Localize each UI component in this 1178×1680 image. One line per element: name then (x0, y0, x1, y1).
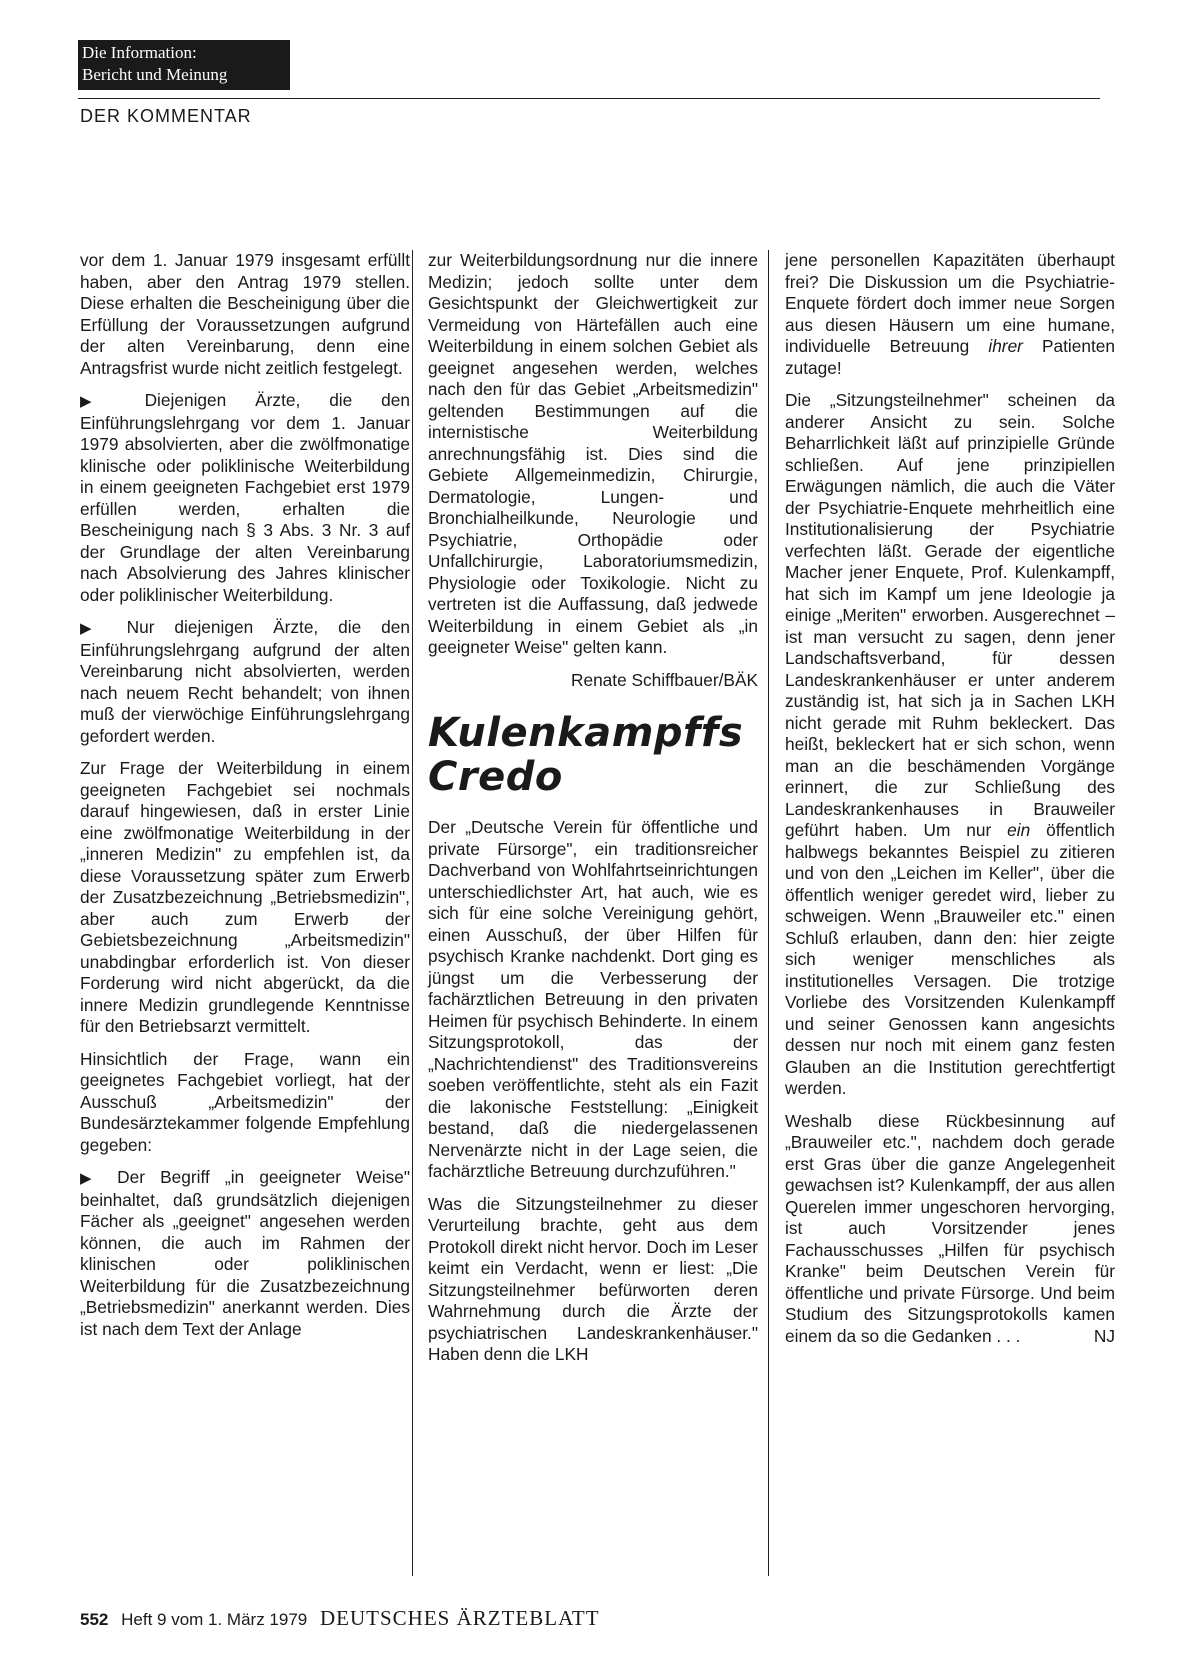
paragraph: ▶ Der Begriff „in geeigneter Weise" beinhaltet, daß grundsätzlich diejenigen Fächer als „geeignet" angesehen werden können, die auch im Rahmen der klinischen oder poliklinischen Weiterbildung für die Zusatzbezeichnung „Betriebsmedizin" anerkannt werden. Dies ist nach dem Text der Anlage (80, 1167, 410, 1339)
page-number: 552 (80, 1610, 109, 1629)
page-footer (80, 1606, 600, 1631)
paragraph: Weshalb diese Rückbesinnung auf „Brauweiler etc.", nachdem doch gerade erst Gras über die ganze Angelegenheit gewachsen ist? Kulenkampff, der aus allen Querelen immer ungeschoren hervorging, ist auch Vorsitzender jenes Fachausschusses „Hilfen für psychisch Kranke" beim Deutschen Verein für öffentliche und private Fürsorge. Und beim Studium des Sitzungsprotokolls kamen einem da so die Gedanken . . . NJ (785, 1110, 1115, 1346)
column-3 (785, 250, 1115, 1358)
column-divider-1 (412, 250, 413, 1576)
header-line-2: Bericht und Meinung (82, 65, 228, 84)
section-header-box (78, 40, 290, 90)
column-divider-2 (768, 250, 769, 1576)
paragraph: Zur Frage der Weiterbildung in einem geeigneten Fachgebiet sei nochmals darauf hingewiesen, daß in erster Linie eine zwölfmonatige Weiterbildung in der „inneren Medizin" zu empfehlen ist, da diese Voraussetzung später zum Erwerb der Zusatzbezeichnung „Betriebsmedizin", aber auch zum Erwerb der Gebietsbezeichnung „Arbeitsmedizin" unabdingbar erforderlich ist. Von dieser Forderung wird nicht abgerückt, da die innere Medizin grundlegende Kenntnisse für den Betriebsarzt vermittelt. (80, 758, 410, 1036)
paragraph: zur Weiterbildungsordnung nur die innere Medizin; jedoch sollte unter dem Gesichtspunkt der Gleichwertigkeit zur Vermeidung von Härtefällen auch eine Weiterbildung in einem solchen Gebiet als geeignet angesehen werden, welches nach den für das Gebiet „Arbeitsmedizin" geltenden Bestimmungen auf die internistische Weiterbildung anrechnungsfähig ist. Dies sind die Gebiete Allgemeinmedizin, Chirurgie, Dermatologie, Lungen- und Bronchialheilkunde, Neurologie und Psychiatrie, Orthopädie oder Unfallchirurgie, Laboratoriumsmedizin, Physiologie oder Toxikologie. Nicht zu vertreten ist die Auffassung, daß jedwede Weiterbildung in einem Gebiet als „in geeigneter Weise" gelten kann. (428, 250, 758, 657)
paragraph: ▶ Diejenigen Ärzte, die den Einführungslehrgang vor dem 1. Januar 1979 absolvierten, aber die zwölfmonatige klinische oder poliklinische Weiterbildung in einem geeigneten Fachgebiet erst 1979 erfüllen werden, erhalten die Bescheinigung nach § 3 Abs. 3 Nr. 3 auf der Grundlage der alten Vereinbarung nach Absolvierung des Jahres klinischer oder poliklinischer Weiterbildung. (80, 390, 410, 605)
publication-name: DEUTSCHES ÄRZTEBLATT (319, 1606, 600, 1630)
author-initials: NJ (1093, 1325, 1115, 1346)
section-label: DER KOMMENTAR (80, 106, 252, 126)
paragraph: jene personellen Kapazitäten überhaupt frei? Die Diskussion um die Psychiatrie-Enquete fördert doch immer neue Sorgen aus diesen Häusern um eine humane, individuelle Betreuung ihrer Patienten zutage! (785, 250, 1116, 378)
header-line-1: Die Information: (82, 43, 197, 62)
paragraph: Was die Sitzungsteilnehmer zu dieser Verurteilung brachte, geht aus dem Protokoll direkt nicht hervor. Doch im Leser keimt ein Verdacht, wenn er liest: „Die Sitzungsteilnehmer befürworten deren Wahrnehmung durch die Ärzte der psychiatrischen Landeskrankenhäuser." Haben denn die LKH (428, 1193, 758, 1364)
column-2 (428, 250, 758, 1377)
article-headline: Kulenkampffs Credo (428, 710, 744, 800)
paragraph: ▶ Nur diejenigen Ärzte, die den Einführungslehrgang aufgrund der alten Vereinbarung nicht absolvierten, werden nach neuem Recht behandelt; von ihnen muß der vierwöchige Einführungslehrgang gefordert werden. (80, 617, 410, 746)
author-signature: Renate Schiffbauer/BÄK (570, 669, 758, 690)
triangle-bullet-icon: ▶ (80, 1170, 102, 1187)
column-1 (80, 250, 410, 1351)
triangle-bullet-icon: ▶ (80, 393, 116, 410)
paragraph: vor dem 1. Januar 1979 insgesamt erfüllt haben, aber den Antrag 1979 stellen. Diese erhalten die Bescheinigung über die Erfüllung der Voraussetzungen aufgrund der alten Vereinbarung, denn eine Antragsfrist wurde nicht zeitlich festgelegt. (80, 250, 410, 378)
paragraph: Der „Deutsche Verein für öffentliche und private Fürsorge", ein traditionsreicher Dachverband von Wohlfahrtseinrichtungen unterschiedlichster Art, hat auch, wie es sich für eine solche Vereinigung gehört, einen Ausschuß, der über Hilfen für psychisch Kranke nachdenkt. Dort ging es jüngst um die Verbesserung der fachärztlichen Betreuung in den privaten Heimen für psychisch Behinderte. In einem Sitzungsprotokoll, das der „Nachrichtendienst" des Traditionsvereins soeben veröffentlichte, steht als ein Fazit die lakonische Feststellung: „Einigkeit bestand, daß die niedergelassenen Nervenärzte nicht in der Lage seien, die fachärztliche Betreuung durchzuführen." (428, 817, 758, 1181)
issue-info: Heft 9 vom 1. März 1979 (121, 1610, 308, 1629)
paragraph: Hinsichtlich der Frage, wann ein geeignetes Fachgebiet vorliegt, hat der Ausschuß „Arbeitsmedizin" der Bundesärztekammer folgende Empfehlung gegeben: (80, 1048, 410, 1155)
header-divider (78, 98, 1100, 99)
paragraph: Die „Sitzungsteilnehmer" scheinen da anderer Ansicht zu sein. Solche Beharrlichkeit läßt auf prinzipielle Gründe schließen. Auf jene prinzipiellen Erwägungen nämlich, die auch die Väter der Psychiatrie-Enquete mehrheitlich eine Institutionalisierung der Psychiatrie verfechten läßt. Gerade der eigentliche Macher jener Enquete, Prof. Kulenkampff, hat sich im Kampf um jene Ideologie ja einige „Meriten" erworben. Ausgerechnet – ist man versucht zu sagen, denn jener Landschaftsverband, für dessen Landeskrankenhäuser er unter anderem zuständig ist, hat sich ja in Sachen LKH nicht gerade mit Ruhm bekleckert. Das heißt, bekleckert hat er sich schon, wenn man an die beschämenden Vorgänge erinnert, die zur Schließung des Landeskrankenhauses in Brauweiler geführt haben. Um nur ein öffentlich halbwegs bekanntes Beispiel zu zitieren und von den „Leichen im Keller", über die öffentlich weniger geredet wird, lieber zu schweigen. Wenn „Brauweiler etc." einen Schluß erlauben, dann den: hier zeigte sich weniger menschliches als institutionelles Versagen. Die trotzige Vorliebe des Vorsitzenden Kulenkampff und seiner Genossen kann angesichts dessen nur noch mit einem ganz festen Glauben an die Institution gerechtfertigt werden. (785, 390, 1116, 1098)
triangle-bullet-icon: ▶ (80, 620, 107, 637)
